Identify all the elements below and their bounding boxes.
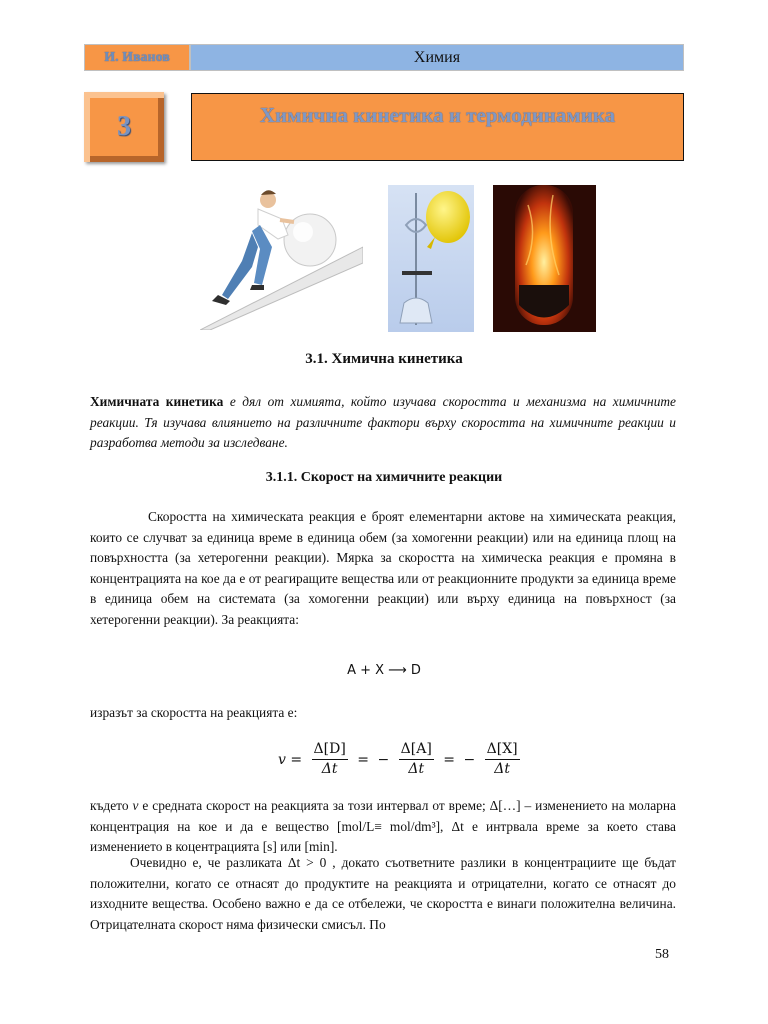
fraction-x — [485, 740, 520, 779]
positivity-paragraph: Очевидно е, че разликата Δt > 0 , докато съответните разлики в концентрациите ще бъдат положителни, когато се отнасят до продуктите на реакцията и отрицателни, когато се отнасят до изходните вещества. Особено важно е да се отбележи, че скоростта е винаги положителна величина. Отрицателната скорост няма физически смисъл. По — [90, 855, 676, 932]
man-pushing-ball-illustration — [200, 185, 363, 330]
denominator-a: Δt — [408, 761, 425, 777]
denominator-x: Δt — [494, 761, 510, 777]
minus-2: − — [463, 751, 476, 768]
variables-paragraph — [90, 796, 676, 858]
subject-header: Химия — [190, 44, 684, 71]
chapter-title: Химична кинетика и термодинамика — [191, 93, 684, 161]
numerator-d: Δ[D] — [312, 740, 348, 760]
numerator-x: Δ[X] — [485, 740, 520, 760]
balloon-apparatus-photo — [388, 185, 474, 332]
p2-start: където — [90, 798, 133, 813]
section-title: 3.1. Химична кинетика — [305, 351, 463, 367]
subsection-title: 3.1.1. Скорост на химичните реакции — [265, 470, 503, 485]
reaction-equation: A + X ⟶ D — [347, 663, 421, 678]
p2-rest: е средната скорост на реакцията за този интервал от време; Δ[…] – изменението на моларна концентрация на кое и да е вещество [mol/L≡ mol/dm³], Δt е интрвала време за което става изменението в коцентрацията [s] или [min]. — [90, 798, 676, 854]
author-header: И. Иванов — [84, 44, 190, 71]
test-tube-flame-photo — [493, 185, 596, 332]
rate-formula — [276, 740, 523, 779]
intro-term: Химичната кинетика — [90, 394, 224, 409]
p2-var: v — [132, 798, 139, 813]
expression-intro: изразът за скоростта на реакцията е: — [90, 705, 298, 720]
intro-paragraph — [90, 392, 676, 454]
minus-1: − — [377, 751, 390, 768]
chapter-number-badge: 3 — [84, 92, 164, 162]
equals-2: = — [443, 751, 455, 768]
intro-text: е дял от химията, който изучава скоростта и механизма на химичните реакции. Тя изучава влиянието на различните фактори върху скоростта на химичните реакции и разработва методи за изследване. — [90, 394, 677, 450]
denominator-d: Δt — [321, 761, 338, 777]
fraction-a — [399, 740, 434, 779]
page-number: 58 — [655, 947, 669, 962]
rate-definition-paragraph: Скоростта на химическата реакция е броят елементарни актове на химическата реакция, които се случват за единица време в единица обем (за хомогенни реакции) или на единица площ на повърхността (за хетерогенни реакции). Мярка за скоростта на химическа реакция е промяна в концентрацията на кое да е от реагиращите вещества или от реакционните продукти за единица време в единица обем на системата (за хомогенни реакции) или върху единица на повърхност (за хетерогенни реакции). За реакцията: — [90, 509, 676, 627]
equals-1: = — [357, 751, 369, 768]
formula-lhs: v = — [278, 751, 303, 768]
numerator-a: Δ[A] — [399, 740, 434, 760]
fraction-d — [312, 740, 348, 779]
